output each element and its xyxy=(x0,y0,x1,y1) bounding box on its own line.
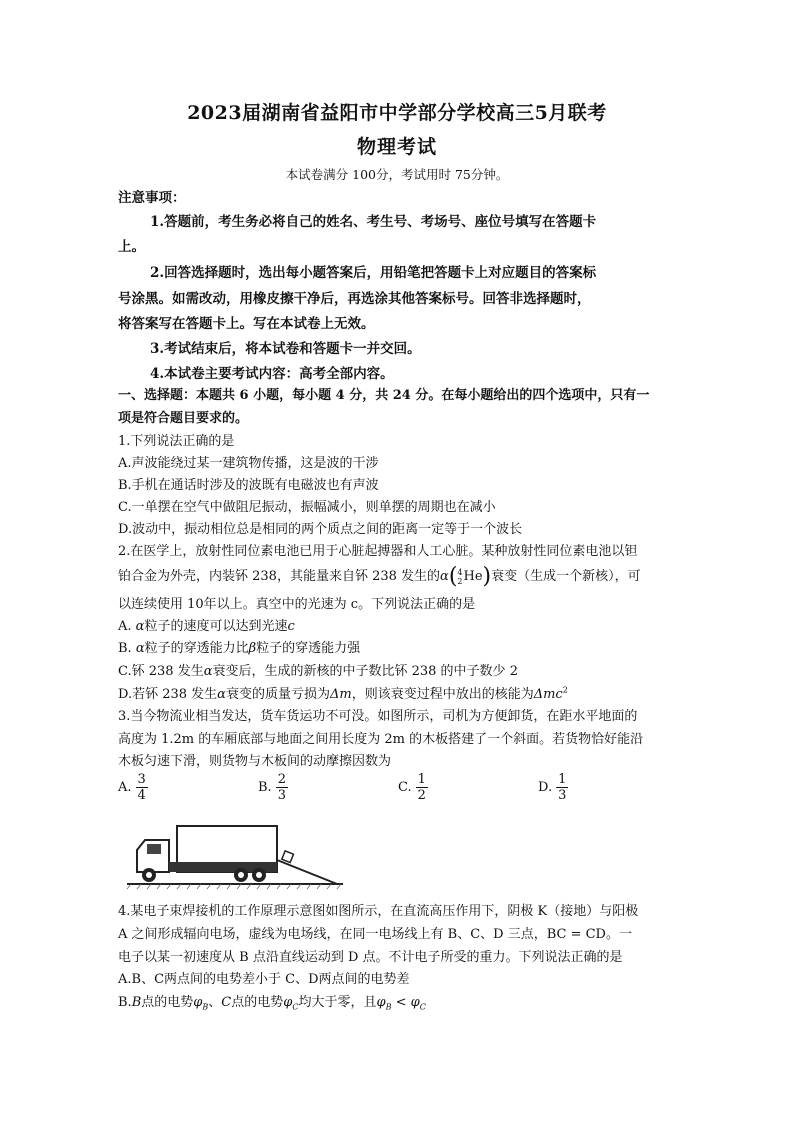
denominator: 4 xyxy=(137,788,146,803)
he-charge-number: 2 xyxy=(457,576,463,586)
cargo-block xyxy=(282,851,294,863)
q4-b-sub-3: B xyxy=(385,1002,392,1012)
q2-d-mid2: ，则该衰变过程中放出的核能为 xyxy=(351,687,534,702)
q2-option-a xyxy=(118,615,688,634)
q4-line-2: A 之间形成辐向电场，虚线为电场线，在同一电场线上有 B、C、D 三点，BC = CD。一 xyxy=(118,927,632,942)
q2-line-2-text-b: 衰变（生成一个新核），可 xyxy=(491,569,641,584)
notice-item-1-line-2: 上。 xyxy=(118,239,145,255)
notice-item-1-line-1: 1.答题前，考生务必将自己的姓名、考生号、考场号、座位号填写在答题卡 xyxy=(150,214,597,230)
q4-b-sub-1: B xyxy=(202,1002,209,1012)
notice-item-3: 3.考试结束后，将本试卷和答题卡一并交回。 xyxy=(150,341,421,357)
q4-b-text-2: 、 xyxy=(208,995,222,1010)
q4-b-sub-2: C xyxy=(292,1002,299,1012)
notice-item-2-line-3: 将答案写在答题卡上。写在本试卷上无效。 xyxy=(118,316,375,332)
q2-option-b xyxy=(118,637,688,656)
q1-option-a: A.声波能绕过某一建筑物传播，这是波的干涉 xyxy=(118,456,379,471)
q2-b-alpha: α xyxy=(135,641,145,656)
numerator: 1 xyxy=(417,772,426,787)
q2-line-3: 以连续使用 10年以上。真空中的光速为 c。下列说法正确的是 xyxy=(118,597,476,612)
q2-b-text: 粒子的穿透能力强 xyxy=(256,641,361,656)
q2-c-pre: C.钚 238 发生 xyxy=(118,664,204,679)
q3-option-a-label: A. xyxy=(118,780,132,795)
q3-line-2: 高度为 1.2m 的车厢底部与地面之间用长度为 2m 的木板搭建了一个斜面。若货物恰好能沿 xyxy=(118,732,644,747)
q3-option-b-label: B. xyxy=(258,780,272,795)
q2-line-2 xyxy=(118,564,688,589)
q4-line-1: 4.某电子束焊接机的工作原理示意图如图所示，在直流高压作用下，阴极 K（接地）与阳极 xyxy=(118,904,639,919)
wooden-ramp xyxy=(277,860,337,884)
q3-option-b xyxy=(258,772,288,803)
q4-b-text-4: 均大于零，且 xyxy=(298,995,377,1010)
q4-b-phi-c-rel: φ xyxy=(410,995,420,1010)
q2-b-beta: β xyxy=(248,641,257,656)
q4-option-a: A.B、C两点间的电势差小于 C、D两点间的电势差 xyxy=(118,972,410,987)
cab-window xyxy=(147,844,161,854)
q2-a-alpha: α xyxy=(135,619,145,634)
q2-c-text: 衰变后，生成的新核的中子数比钚 238 的中子数少 2 xyxy=(212,664,518,679)
q4-b-phi-b-rel: φ xyxy=(376,995,386,1010)
q1-option-b: B.手机在通话时涉及的波既有电磁波也有声波 xyxy=(118,478,379,493)
q4-b-phi-b: φ xyxy=(193,995,203,1010)
q1-option-c: C.一单摆在空气中做阻尼振动，振幅减小，则单摆的周期也在减小 xyxy=(118,500,496,515)
truck-ramp-figure xyxy=(125,812,345,890)
q4-b-phi-c: φ xyxy=(283,995,293,1010)
notice-item-4: 4.本试卷主要考试内容：高考全部内容。 xyxy=(150,366,394,382)
q2-option-d: D.若钚 238 发生α衰变的质量亏损为Δm，则该衰变过程中放出的核能为Δmc$^2$ xyxy=(118,685,568,702)
q2-d-alpha: α xyxy=(217,687,226,702)
q3-option-c xyxy=(398,772,428,803)
q2-b-label: B. xyxy=(118,641,136,656)
q4-b-point-b: B xyxy=(131,995,142,1010)
q2-option-c xyxy=(118,660,688,679)
section-1-line-1: 一、选择题：本题共 6 小题，每小题 4 分，共 24 分。在每小题给出的四个选项中，只有一 xyxy=(118,388,650,403)
q2-d-energy: Δmc xyxy=(533,687,563,702)
exam-subtitle: 物理考试 xyxy=(356,136,437,158)
he-mass-number: 4 xyxy=(457,567,463,577)
q4-b-less-than: < xyxy=(391,995,411,1010)
q3-option-d-fraction xyxy=(556,772,568,803)
q4-b-label: B. xyxy=(118,995,132,1010)
q3-option-c-fraction xyxy=(416,772,428,803)
section-1-line-2: 项是符合题目要求的。 xyxy=(118,411,249,426)
q2-a-text: 粒子的速度可以达到光速 xyxy=(144,619,288,634)
notice-item-2-line-2: 号涂黑。如需改动，用橡皮擦干净后，再选涂其他答案标号。回答非选择题时， xyxy=(118,291,591,307)
alpha-symbol: α xyxy=(440,569,449,584)
q1-option-d: D.波动中，振动相位总是相同的两个质点之间的距离一定等于一个波长 xyxy=(118,522,523,537)
q3-option-a xyxy=(118,772,148,803)
q2-d-pre: D.若钚 238 发生 xyxy=(118,687,218,702)
notice-heading: 注意事项： xyxy=(118,190,186,206)
exam-info: 本试卷满分 100分，考试用时 75分钟。 xyxy=(285,167,509,182)
numerator: 1 xyxy=(558,772,567,787)
q3-option-a-fraction xyxy=(136,772,148,803)
denominator: 2 xyxy=(417,788,426,803)
q4-b-point-c: C xyxy=(221,995,232,1010)
helium-nucleus: (4 2He) xyxy=(448,564,492,589)
exam-title: 2023届湖南省益阳市中学部分学校高三5月联考 xyxy=(187,102,607,124)
q3-option-d-label: D. xyxy=(538,780,553,795)
q3-line-1: 3.当今物流业相当发达，货车货运功不可没。如图所示，司机为方便卸货，在距水平地面的 xyxy=(118,709,638,724)
q4-b-text-1: 点的电势 xyxy=(141,995,194,1010)
q2-c-alpha: α xyxy=(203,664,213,679)
numerator: 2 xyxy=(277,772,286,787)
q3-line-3: 木板匀速下滑，则货物与木板间的动摩擦因数为 xyxy=(118,754,392,769)
q2-a-label: A. xyxy=(118,619,136,634)
q2-d-mass-defect: Δm xyxy=(329,687,352,702)
numerator: 3 xyxy=(137,772,146,787)
q3-option-d xyxy=(538,772,568,803)
q4-b-sub-4: C xyxy=(419,1002,426,1012)
notice-item-2-line-1: 2.回答选择题时，选出每小题答案后，用铅笔把答题卡上对应题目的答案标 xyxy=(150,265,597,281)
denominator: 3 xyxy=(277,788,286,803)
q4-b-text-3: 点的电势 xyxy=(231,995,284,1010)
q4-option-b xyxy=(118,991,688,1012)
q2-line-2-text-a: 铂合金为外壳，内装钚 238，其能量来自钚 238 发生的 xyxy=(118,569,441,584)
q3-option-c-label: C. xyxy=(398,780,412,795)
q2-line-1: 2.在医学上，放射性同位素电池已用于心脏起搏器和人工心脏。某种放射性同位素电池以钽 xyxy=(118,544,638,559)
q3-option-b-fraction xyxy=(276,772,288,803)
he-symbol: He xyxy=(463,569,483,584)
q2-b-mid: 粒子的穿透能力比 xyxy=(144,641,249,656)
q2-d-mid: 衰变的质量亏损为 xyxy=(225,687,330,702)
q4-line-3: 电子以某一初速度从 B 点沿直线运动到 D 点。不计电子所受的重力。下列说法正确的是 xyxy=(118,950,623,965)
q1-stem: 1.下列说法正确的是 xyxy=(118,434,235,449)
q2-a-c: c xyxy=(287,619,295,634)
denominator: 3 xyxy=(558,788,567,803)
